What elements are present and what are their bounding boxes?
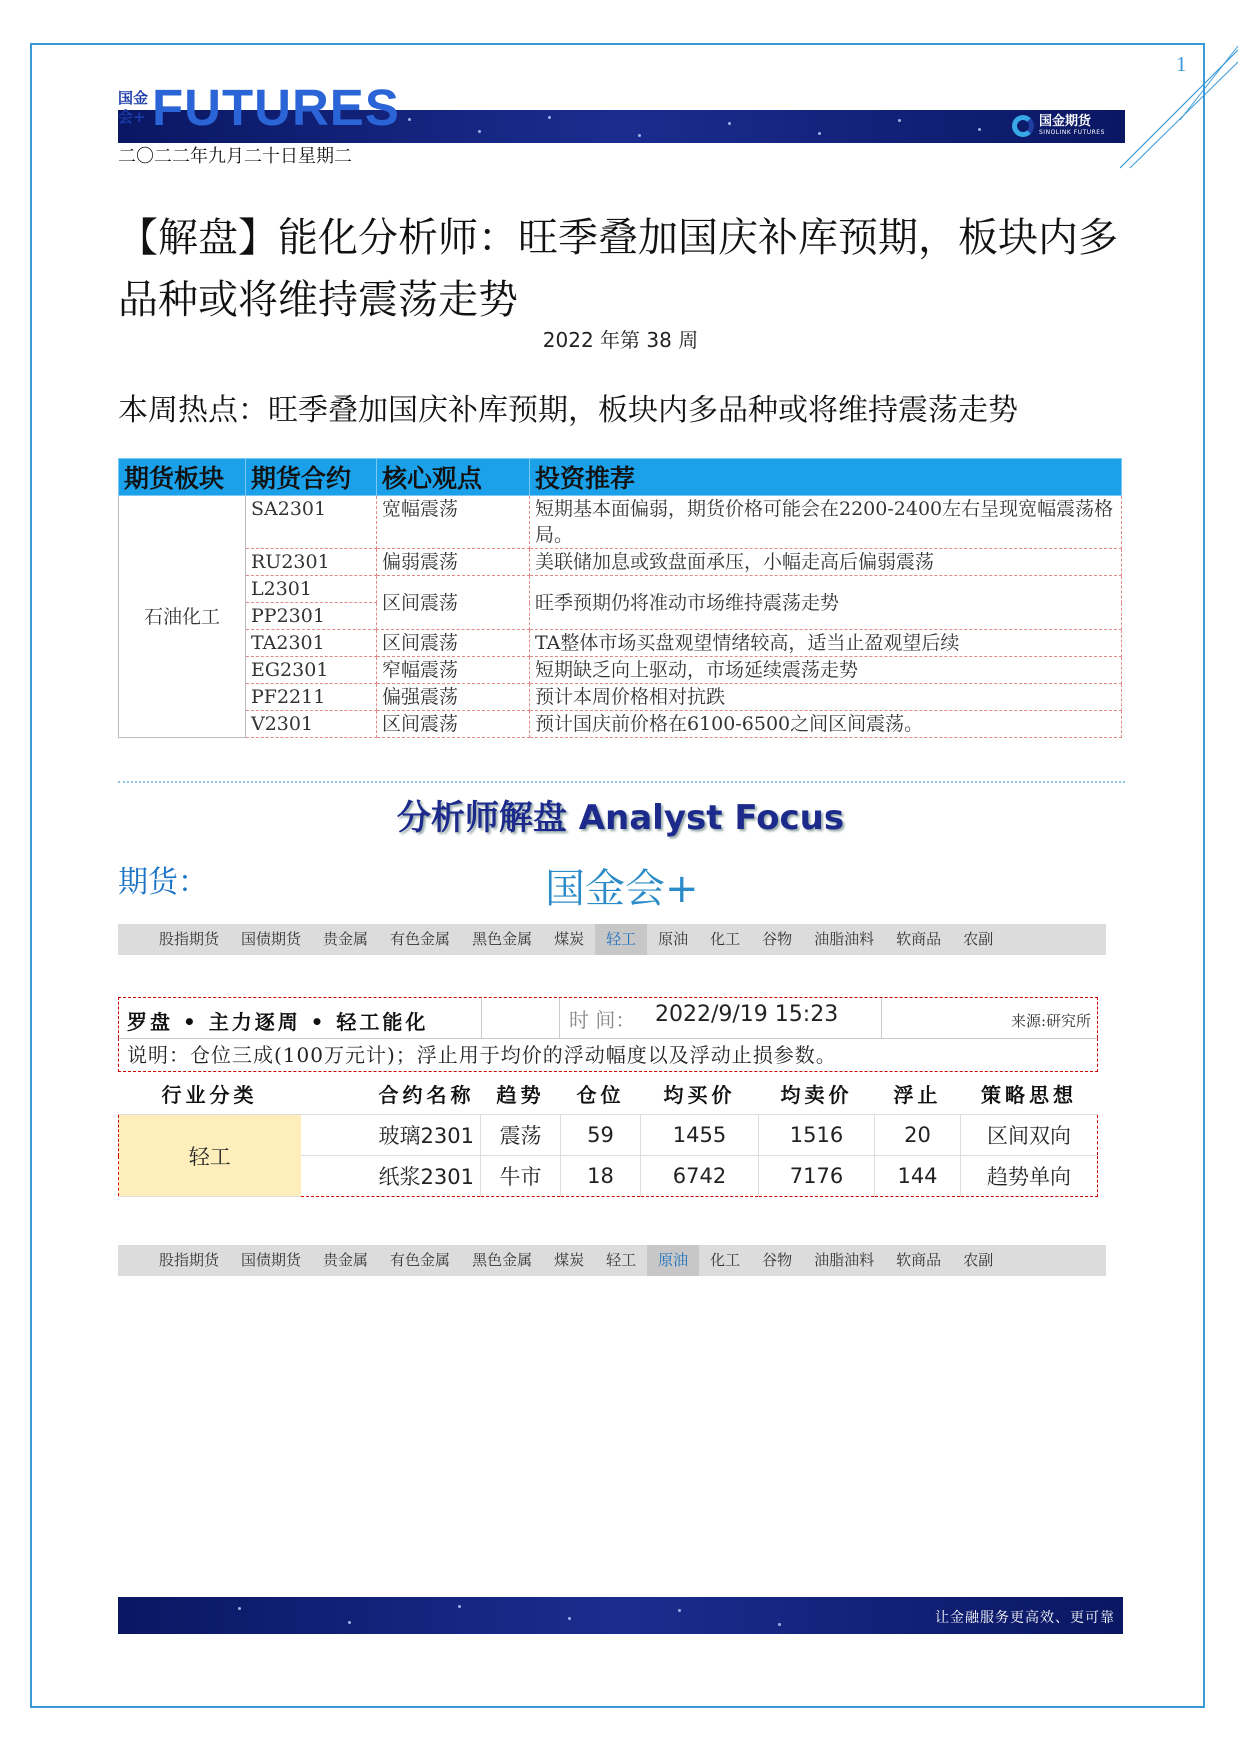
- advice-cell: 预计国庆前价格在6100-6500之间区间震荡。: [530, 711, 1122, 738]
- table-row: [119, 657, 1122, 684]
- header-float-stop: 浮止: [875, 1072, 961, 1115]
- advice-cell: 预计本周价格相对抗跌: [530, 684, 1122, 711]
- contract-cell: TA2301: [246, 630, 377, 657]
- nav-item-coal[interactable]: 煤炭: [554, 1251, 585, 1269]
- nav-item-stock-index[interactable]: 股指期货: [159, 930, 220, 948]
- float-stop-cell: 20: [875, 1115, 961, 1156]
- table-row: [119, 1115, 1098, 1156]
- strategy-cell: 趋势单向: [961, 1156, 1098, 1197]
- nav-item-soft[interactable]: 软商品: [896, 1251, 942, 1269]
- header-view: 核心观点: [377, 459, 530, 496]
- header-category: 行业分类: [119, 1072, 301, 1115]
- contract-cell: L2301: [246, 576, 377, 603]
- compass-note: 说明：仓位三成(100万元计)；浮止用于均价的浮动幅度以及浮动止损参数。: [118, 1038, 1098, 1072]
- position-cell: 18: [561, 1156, 641, 1197]
- avg-buy-cell: 1455: [641, 1115, 759, 1156]
- nav-item-grain[interactable]: 谷物: [762, 930, 793, 948]
- nav-item-ferrous[interactable]: 黑色金属: [472, 1251, 533, 1269]
- hotspot-heading: 本周热点：旺季叠加国庆补库预期，板块内多品种或将维持震荡走势: [118, 393, 1018, 428]
- avg-buy-cell: 6742: [641, 1156, 759, 1197]
- nav-item-crude-oil[interactable]: 原油: [658, 930, 689, 948]
- nav-item-bond[interactable]: 国债期货: [241, 1251, 302, 1269]
- header-avg-buy: 均买价: [641, 1072, 759, 1115]
- nav-item-chemical[interactable]: 化工: [710, 1251, 741, 1269]
- table-row: [119, 549, 1122, 576]
- trend-cell: 震荡: [481, 1115, 561, 1156]
- contract-cell: PP2301: [246, 603, 377, 630]
- strategy-cell: 区间双向: [961, 1115, 1098, 1156]
- advice-cell: 短期基本面偏弱，期货价格可能会在2200-2400左右呈现宽幅震荡格局。: [530, 496, 1122, 549]
- nav-item-crude-oil[interactable]: 原油: [647, 1245, 699, 1276]
- analyst-focus-title: 分析师解盘 Analyst Focus: [396, 798, 845, 838]
- header-advice: 投资推荐: [530, 459, 1122, 496]
- view-cell: 窄幅震荡: [377, 657, 530, 684]
- club-label: 国金会+: [545, 866, 699, 912]
- table-row: [119, 576, 1122, 603]
- compass-panel: [118, 997, 1098, 1197]
- header-contract-name: 合约名称: [301, 1072, 481, 1115]
- week-label: 2022 年第 38 周: [542, 328, 699, 352]
- contract-cell: V2301: [246, 711, 377, 738]
- advice-cell: 短期缺乏向上驱动，市场延续震荡走势: [530, 657, 1122, 684]
- avg-sell-cell: 7176: [759, 1156, 875, 1197]
- article-title: 【解盘】能化分析师：旺季叠加国庆补库预期，板块内多品种或将维持震荡走势: [118, 214, 1118, 323]
- table-row: [119, 684, 1122, 711]
- table-row: [119, 630, 1122, 657]
- footer-slogan: 让金融服务更高效、更可靠: [935, 1610, 1115, 1626]
- view-table: [118, 458, 1122, 738]
- page-number: 1: [1176, 52, 1187, 76]
- nav-item-soft[interactable]: 软商品: [896, 930, 942, 948]
- logo-futures-text: FUTURES: [152, 79, 400, 136]
- logo-cn-text: 国金会+: [118, 89, 149, 126]
- contract-cell: PF2211: [246, 684, 377, 711]
- nav-item-stock-index[interactable]: 股指期货: [159, 1251, 220, 1269]
- nav-item-agri[interactable]: 农副: [963, 1251, 994, 1269]
- header-trend: 趋势: [481, 1072, 561, 1115]
- brand-en: SINOLINK FUTURES: [1039, 129, 1105, 136]
- header-strategy: 策略思想: [961, 1072, 1098, 1115]
- time-value: 2022/9/19 15:23: [655, 1002, 839, 1027]
- contract-cell: 纸浆2301: [301, 1156, 481, 1197]
- header-position: 仓位: [561, 1072, 641, 1115]
- nav-item-nonferrous[interactable]: 有色金属: [390, 1251, 451, 1269]
- view-cell: 区间震荡: [377, 711, 530, 738]
- view-cell: 宽幅震荡: [377, 496, 530, 549]
- view-cell: 偏弱震荡: [377, 549, 530, 576]
- category-cell: 轻工: [119, 1115, 301, 1197]
- view-cell: 偏强震荡: [377, 684, 530, 711]
- view-cell: 区间震荡: [377, 576, 530, 630]
- compass-title: 罗盘 • 主力逐周 • 轻工能化: [127, 1010, 429, 1034]
- nav-item-chemical[interactable]: 化工: [710, 930, 741, 948]
- header-avg-sell: 均卖价: [759, 1072, 875, 1115]
- float-stop-cell: 144: [875, 1156, 961, 1197]
- nav-item-light-industry[interactable]: 轻工: [595, 924, 647, 955]
- nav-item-agri[interactable]: 农副: [963, 930, 994, 948]
- source-label: 来源:研究所: [1010, 1012, 1091, 1030]
- brand-cn: 国金期货: [1039, 114, 1092, 129]
- nav-item-coal[interactable]: 煤炭: [554, 930, 585, 948]
- nav-item-ferrous[interactable]: 黑色金属: [472, 930, 533, 948]
- contract-cell: EG2301: [246, 657, 377, 684]
- compass-table: [118, 1072, 1098, 1197]
- table-row: [119, 496, 1122, 549]
- header-sector: 期货板块: [119, 459, 246, 496]
- table-row: [119, 711, 1122, 738]
- contract-cell: 玻璃2301: [301, 1115, 481, 1156]
- nav-item-precious-metal[interactable]: 贵金属: [323, 930, 369, 948]
- nav-item-nonferrous[interactable]: 有色金属: [390, 930, 451, 948]
- nav-item-precious-metal[interactable]: 贵金属: [323, 1251, 369, 1269]
- footer-banner: [118, 1597, 1123, 1634]
- category-nav-2: [118, 1245, 1106, 1276]
- nav-item-oilseed[interactable]: 油脂油料: [814, 930, 875, 948]
- nav-item-bond[interactable]: 国债期货: [241, 930, 302, 948]
- time-label: 时 间：: [569, 1008, 636, 1032]
- position-cell: 59: [561, 1115, 641, 1156]
- corner-decoration: [1120, 40, 1240, 170]
- advice-cell: 美联储加息或致盘面承压，小幅走高后偏弱震荡: [530, 549, 1122, 576]
- sinolink-logo: [1012, 113, 1105, 139]
- view-cell: 区间震荡: [377, 630, 530, 657]
- issue-date: 二〇二二年九月二十日星期二: [118, 146, 352, 167]
- sector-cell: 石油化工: [119, 496, 246, 738]
- nav-item-light-industry[interactable]: 轻工: [606, 1251, 637, 1269]
- advice-cell: 旺季预期仍将准动市场维持震荡走势: [530, 576, 1122, 630]
- nav-item-grain[interactable]: 谷物: [762, 1251, 793, 1269]
- contract-cell: SA2301: [246, 496, 377, 549]
- futures-label: 期货：: [118, 865, 208, 900]
- sinolink-logo-icon: [1012, 115, 1034, 137]
- compass-header: [118, 997, 1098, 1038]
- contract-cell: RU2301: [246, 549, 377, 576]
- category-nav-1: [118, 924, 1106, 955]
- nav-item-oilseed[interactable]: 油脂油料: [814, 1251, 875, 1269]
- avg-sell-cell: 1516: [759, 1115, 875, 1156]
- section-divider: [118, 781, 1125, 783]
- header-contract: 期货合约: [246, 459, 377, 496]
- trend-cell: 牛市: [481, 1156, 561, 1197]
- advice-cell: TA整体市场买盘观望情绪较高，适当止盈观望后续: [530, 630, 1122, 657]
